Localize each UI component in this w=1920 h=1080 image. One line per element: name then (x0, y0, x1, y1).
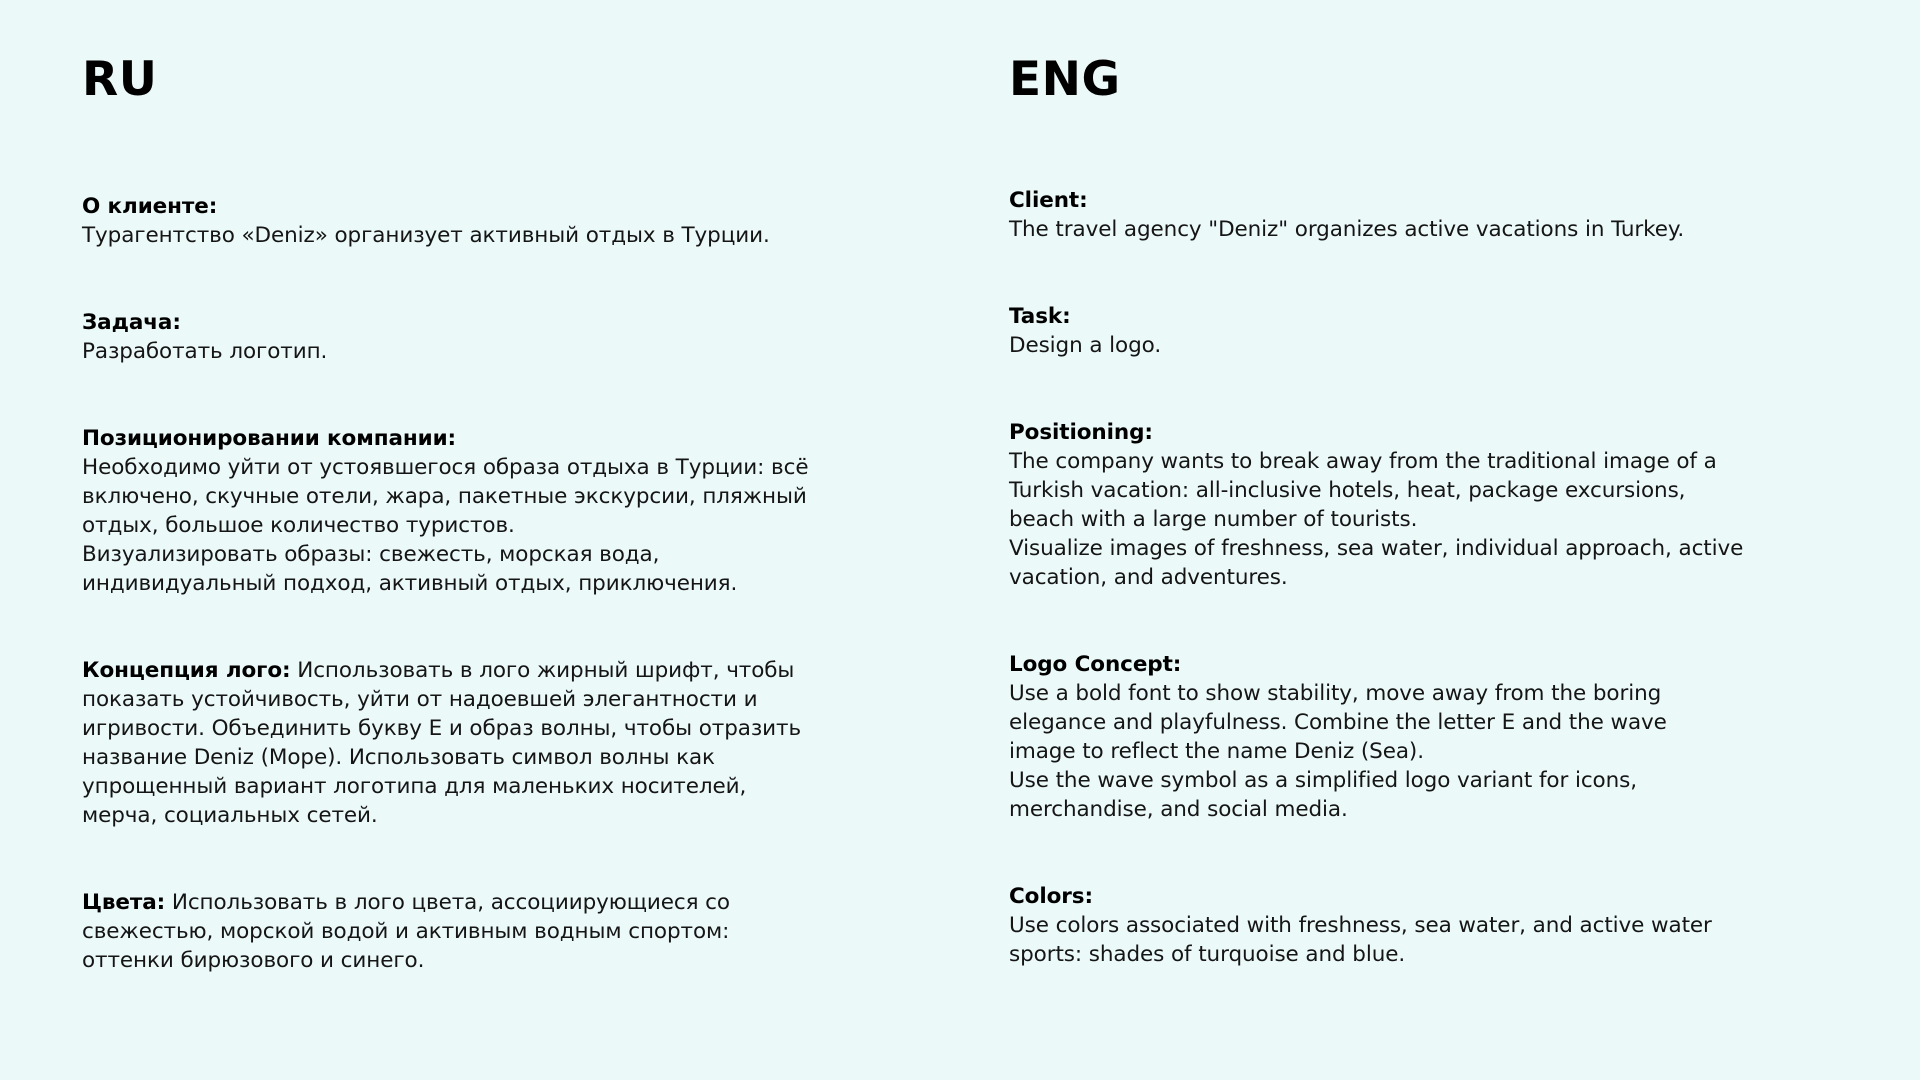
ru-positioning-line: Визуализировать образы: свежесть, морская вода, (82, 542, 660, 567)
eng-positioning-line: beach with a large number of tourists. (1009, 507, 1418, 532)
ru-positioning-heading: Позиционировании компании: (82, 426, 457, 451)
ru-concept-line: упрощенный вариант логотипа для маленьких носителей, (82, 774, 747, 799)
eng-positioning-line: vacation, and adventures. (1009, 565, 1288, 590)
ru-positioning-line: отдых, большое количество туристов. (82, 513, 515, 538)
eng-client-text: The travel agency "Deniz" organizes active vacations in Turkey. (1009, 217, 1685, 242)
ru-colors-first-line (82, 888, 962, 917)
eng-colors-line: sports: shades of turquoise and blue. (1009, 942, 1406, 967)
eng-colors-block (1009, 882, 1889, 969)
ru-title: RU (82, 52, 158, 107)
eng-concept-line: elegance and playfulness. Combine the letter E and the wave (1009, 710, 1667, 735)
eng-colors-heading: Colors: (1009, 884, 1093, 909)
eng-task-text: Design a logo. (1009, 333, 1162, 358)
eng-concept-line: image to reflect the name Deniz (Sea). (1009, 739, 1424, 764)
ru-colors-block (82, 888, 962, 975)
eng-positioning-line: The company wants to break away from the traditional image of a (1009, 449, 1717, 474)
ru-concept-line: название Deniz (Море). Использовать символ волны как (82, 745, 715, 770)
ru-client-block (82, 192, 962, 250)
ru-task-heading: Задача: (82, 310, 181, 335)
ru-task-text: Разработать логотип. (82, 339, 328, 364)
eng-concept-heading: Logo Concept: (1009, 652, 1182, 677)
eng-positioning-heading: Positioning: (1009, 420, 1153, 445)
ru-concept-first-text: Использовать в лого жирный шрифт, чтобы (290, 658, 795, 683)
ru-concept-first-line (82, 656, 962, 685)
eng-concept-line: merchandise, and social media. (1009, 797, 1348, 822)
ru-concept-line: игривости. Объединить букву Е и образ волны, чтобы отразить (82, 716, 802, 741)
eng-task-block (1009, 302, 1889, 360)
ru-client-text: Турагентство «Deniz» организует активный отдых в Турции. (82, 223, 770, 248)
eng-title: ENG (1009, 52, 1121, 107)
eng-concept-line: Use a bold font to show stability, move away from the boring (1009, 681, 1662, 706)
ru-task-block (82, 308, 962, 366)
eng-positioning-block (1009, 418, 1889, 592)
ru-client-heading: О клиенте: (82, 194, 218, 219)
eng-blocks (1009, 186, 1889, 1027)
ru-colors-line: оттенки бирюзового и синего. (82, 948, 425, 973)
ru-positioning-line: Необходимо уйти от устоявшегося образа отдыха в Турции: всё (82, 455, 809, 480)
ru-positioning-line: индивидуальный подход, активный отдых, приключения. (82, 571, 738, 596)
ru-positioning-block (82, 424, 962, 598)
ru-colors-heading: Цвета: (82, 890, 166, 915)
eng-client-block (1009, 186, 1889, 244)
ru-concept-line: показать устойчивость, уйти от надоевшей элегантности и (82, 687, 758, 712)
ru-blocks (82, 192, 962, 1033)
ru-colors-line: свежестью, морской водой и активным водным спортом: (82, 919, 730, 944)
ru-positioning-line: включено, скучные отели, жара, пакетные экскурсии, пляжный (82, 484, 807, 509)
eng-task-heading: Task: (1009, 304, 1071, 329)
eng-positioning-line: Turkish vacation: all-inclusive hotels, heat, package excursions, (1009, 478, 1686, 503)
eng-concept-block (1009, 650, 1889, 824)
eng-client-heading: Client: (1009, 188, 1088, 213)
ru-concept-line: мерча, социальных сетей. (82, 803, 378, 828)
ru-concept-heading: Концепция лого: (82, 658, 291, 683)
ru-concept-block (82, 656, 962, 830)
eng-colors-line: Use colors associated with freshness, sea water, and active water (1009, 913, 1712, 938)
ru-colors-first-text: Использовать в лого цвета, ассоциирующиеся со (165, 890, 730, 915)
eng-concept-line: Use the wave symbol as a simplified logo variant for icons, (1009, 768, 1637, 793)
eng-positioning-line: Visualize images of freshness, sea water, individual approach, active (1009, 536, 1744, 561)
